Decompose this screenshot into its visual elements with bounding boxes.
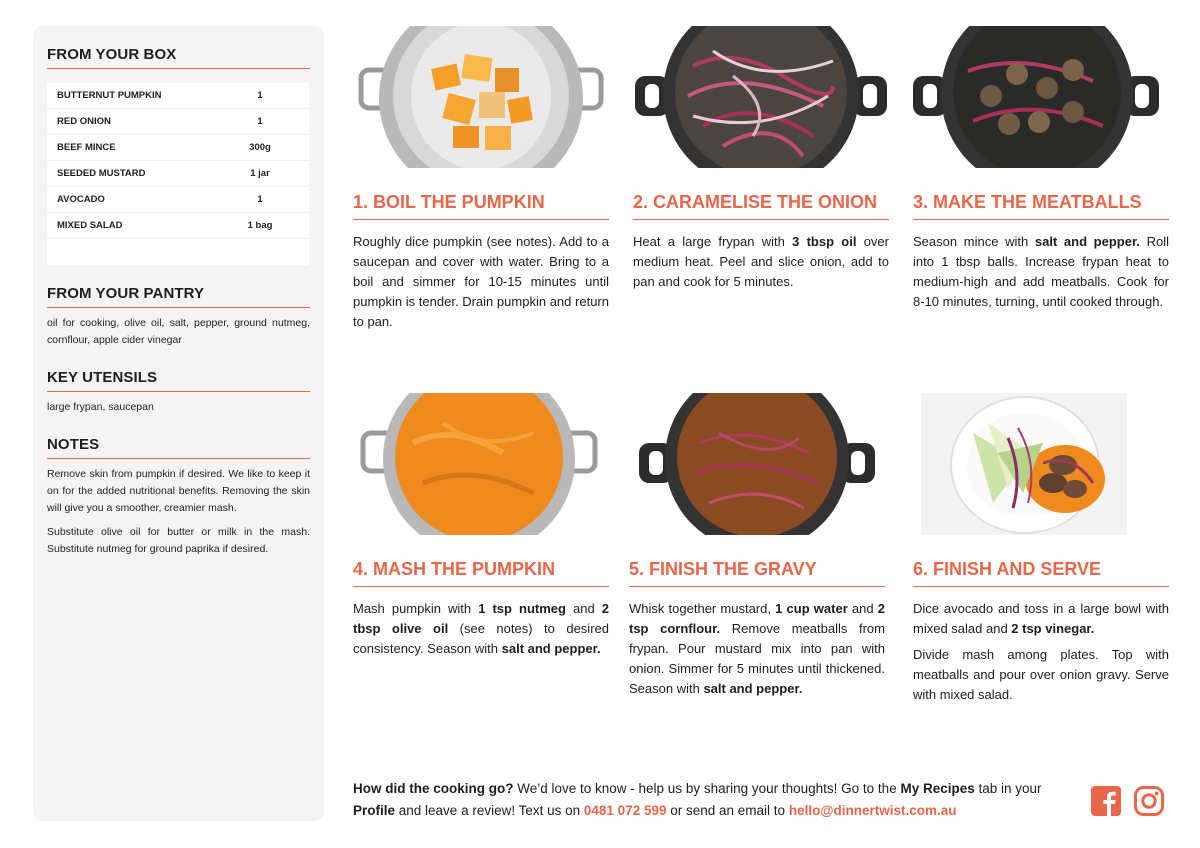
box-ingredients-table [47,83,309,265]
ingredient-qty: 300g [249,142,271,153]
ingredient-qty: 1 [257,194,263,205]
ingredient-qty: 1 [257,116,263,127]
from-your-pantry-heading: FROM YOUR PANTRY [47,285,310,308]
step-4 [353,393,609,659]
pantry-section [47,285,310,349]
step-instructions: Roughly dice pumpkin (see notes). Add to a saucepan and cover with water. Bring to a boil and simmer for 10-15 minutes until pumpkin is tender. Drain pumpkin and return to pan. [353,234,609,329]
step-instructions: Heat a large frypan with 3 tbsp oil over medium heat. Peel and slice onion, add to pan and cook for 5 minutes. [633,234,889,289]
step-title: 1. BOIL THE PUMPKIN [353,192,609,220]
from-your-box-heading: FROM YOUR BOX [47,46,310,69]
ingredient-qty: 1 [257,90,263,101]
step-5-photo [629,393,885,535]
step-instructions: Mash pumpkin with 1 tsp nutmeg and 2 tbsp olive oil (see notes) to desired consistency. Season with salt and pepper. [353,601,609,656]
ingredient-name: RED ONION [57,116,111,127]
table-row [47,135,309,161]
ingredient-name: MIXED SALAD [57,220,123,231]
notes-paragraph: Remove skin from pumpkin if desired. We like to keep it on for the added nutritional benefits. Removing the skin will give you a smoother, creamier mash. [47,468,310,514]
pantry-text: oil for cooking, olive oil, salt, pepper, ground nutmeg, cornflour, apple cider vinegar [47,317,310,346]
key-utensils-heading: KEY UTENSILS [47,369,310,392]
sidebar [33,26,324,821]
step-title: 2. CARAMELISE THE ONION [633,192,889,220]
email-link[interactable]: hello@dinnertwist.com.au [788,803,957,818]
table-row [47,213,309,239]
step-1-photo [353,26,609,168]
ingredient-name: SEEDED MUSTARD [57,168,146,179]
step-2-photo [633,26,889,168]
facebook-icon[interactable] [1090,785,1122,817]
step-title: 3. MAKE THE MEATBALLS [913,192,1169,220]
notes-paragraph: Substitute olive oil for butter or milk in the mash. Substitute nutmeg for ground paprika if desired. [47,526,310,555]
step-3 [913,26,1169,312]
table-row [47,109,309,135]
notes-section [47,436,310,558]
step-4-photo [353,393,609,535]
table-row [47,83,309,109]
step-1 [353,26,609,332]
step-instructions: Dice avocado and toss in a large bowl with mixed salad and 2 tsp vinegar. [913,601,1169,636]
step-instructions: Divide mash among plates. Top with meatballs and pour over onion gravy. Serve with mixed salad. [913,647,1169,702]
phone-number[interactable]: 0481 072 599 [583,803,667,818]
step-title: 4. MASH THE PUMPKIN [353,559,609,587]
utensils-text: large frypan, saucepan [47,401,154,413]
step-instructions: Whisk together mustard, 1 cup water and 2 tsp cornflour. Remove meatballs from frypan. Pour mustard mix into pan with onion. Simmer for 5 minutes until thickened. Season with salt and pepper. [629,601,886,696]
feedback-footer: How did the cooking go? We’d love to know - help us by sharing your thoughts! Go to the My Recipes tab in your Profile and leave a review! Text us on 0481 072 599 or send an email to hello@dinnertwist.com.au [353,781,1042,818]
step-instructions: Season mince with salt and pepper. Roll into 1 tbsp balls. Increase frypan heat to medium-high and add meatballs. Cook for 8-10 minutes, turning, until cooked through. [913,234,1169,309]
step-title: 5. FINISH THE GRAVY [629,559,885,587]
ingredient-name: BUTTERNUT PUMPKIN [57,90,162,101]
ingredient-qty: 1 bag [247,220,273,231]
step-5 [629,393,885,699]
notes-heading: NOTES [47,436,310,459]
step-6-photo [913,393,1169,535]
step-title: 6. FINISH AND SERVE [913,559,1169,587]
ingredient-name: AVOCADO [57,194,105,205]
ingredient-name: BEEF MINCE [57,142,116,153]
table-row [47,187,309,213]
ingredient-qty: 1 jar [250,168,270,179]
instagram-icon[interactable] [1133,785,1165,817]
table-row [47,161,309,187]
step-6 [913,393,1169,705]
step-2 [633,26,889,292]
utensils-section [47,369,310,416]
step-3-photo [913,26,1169,168]
